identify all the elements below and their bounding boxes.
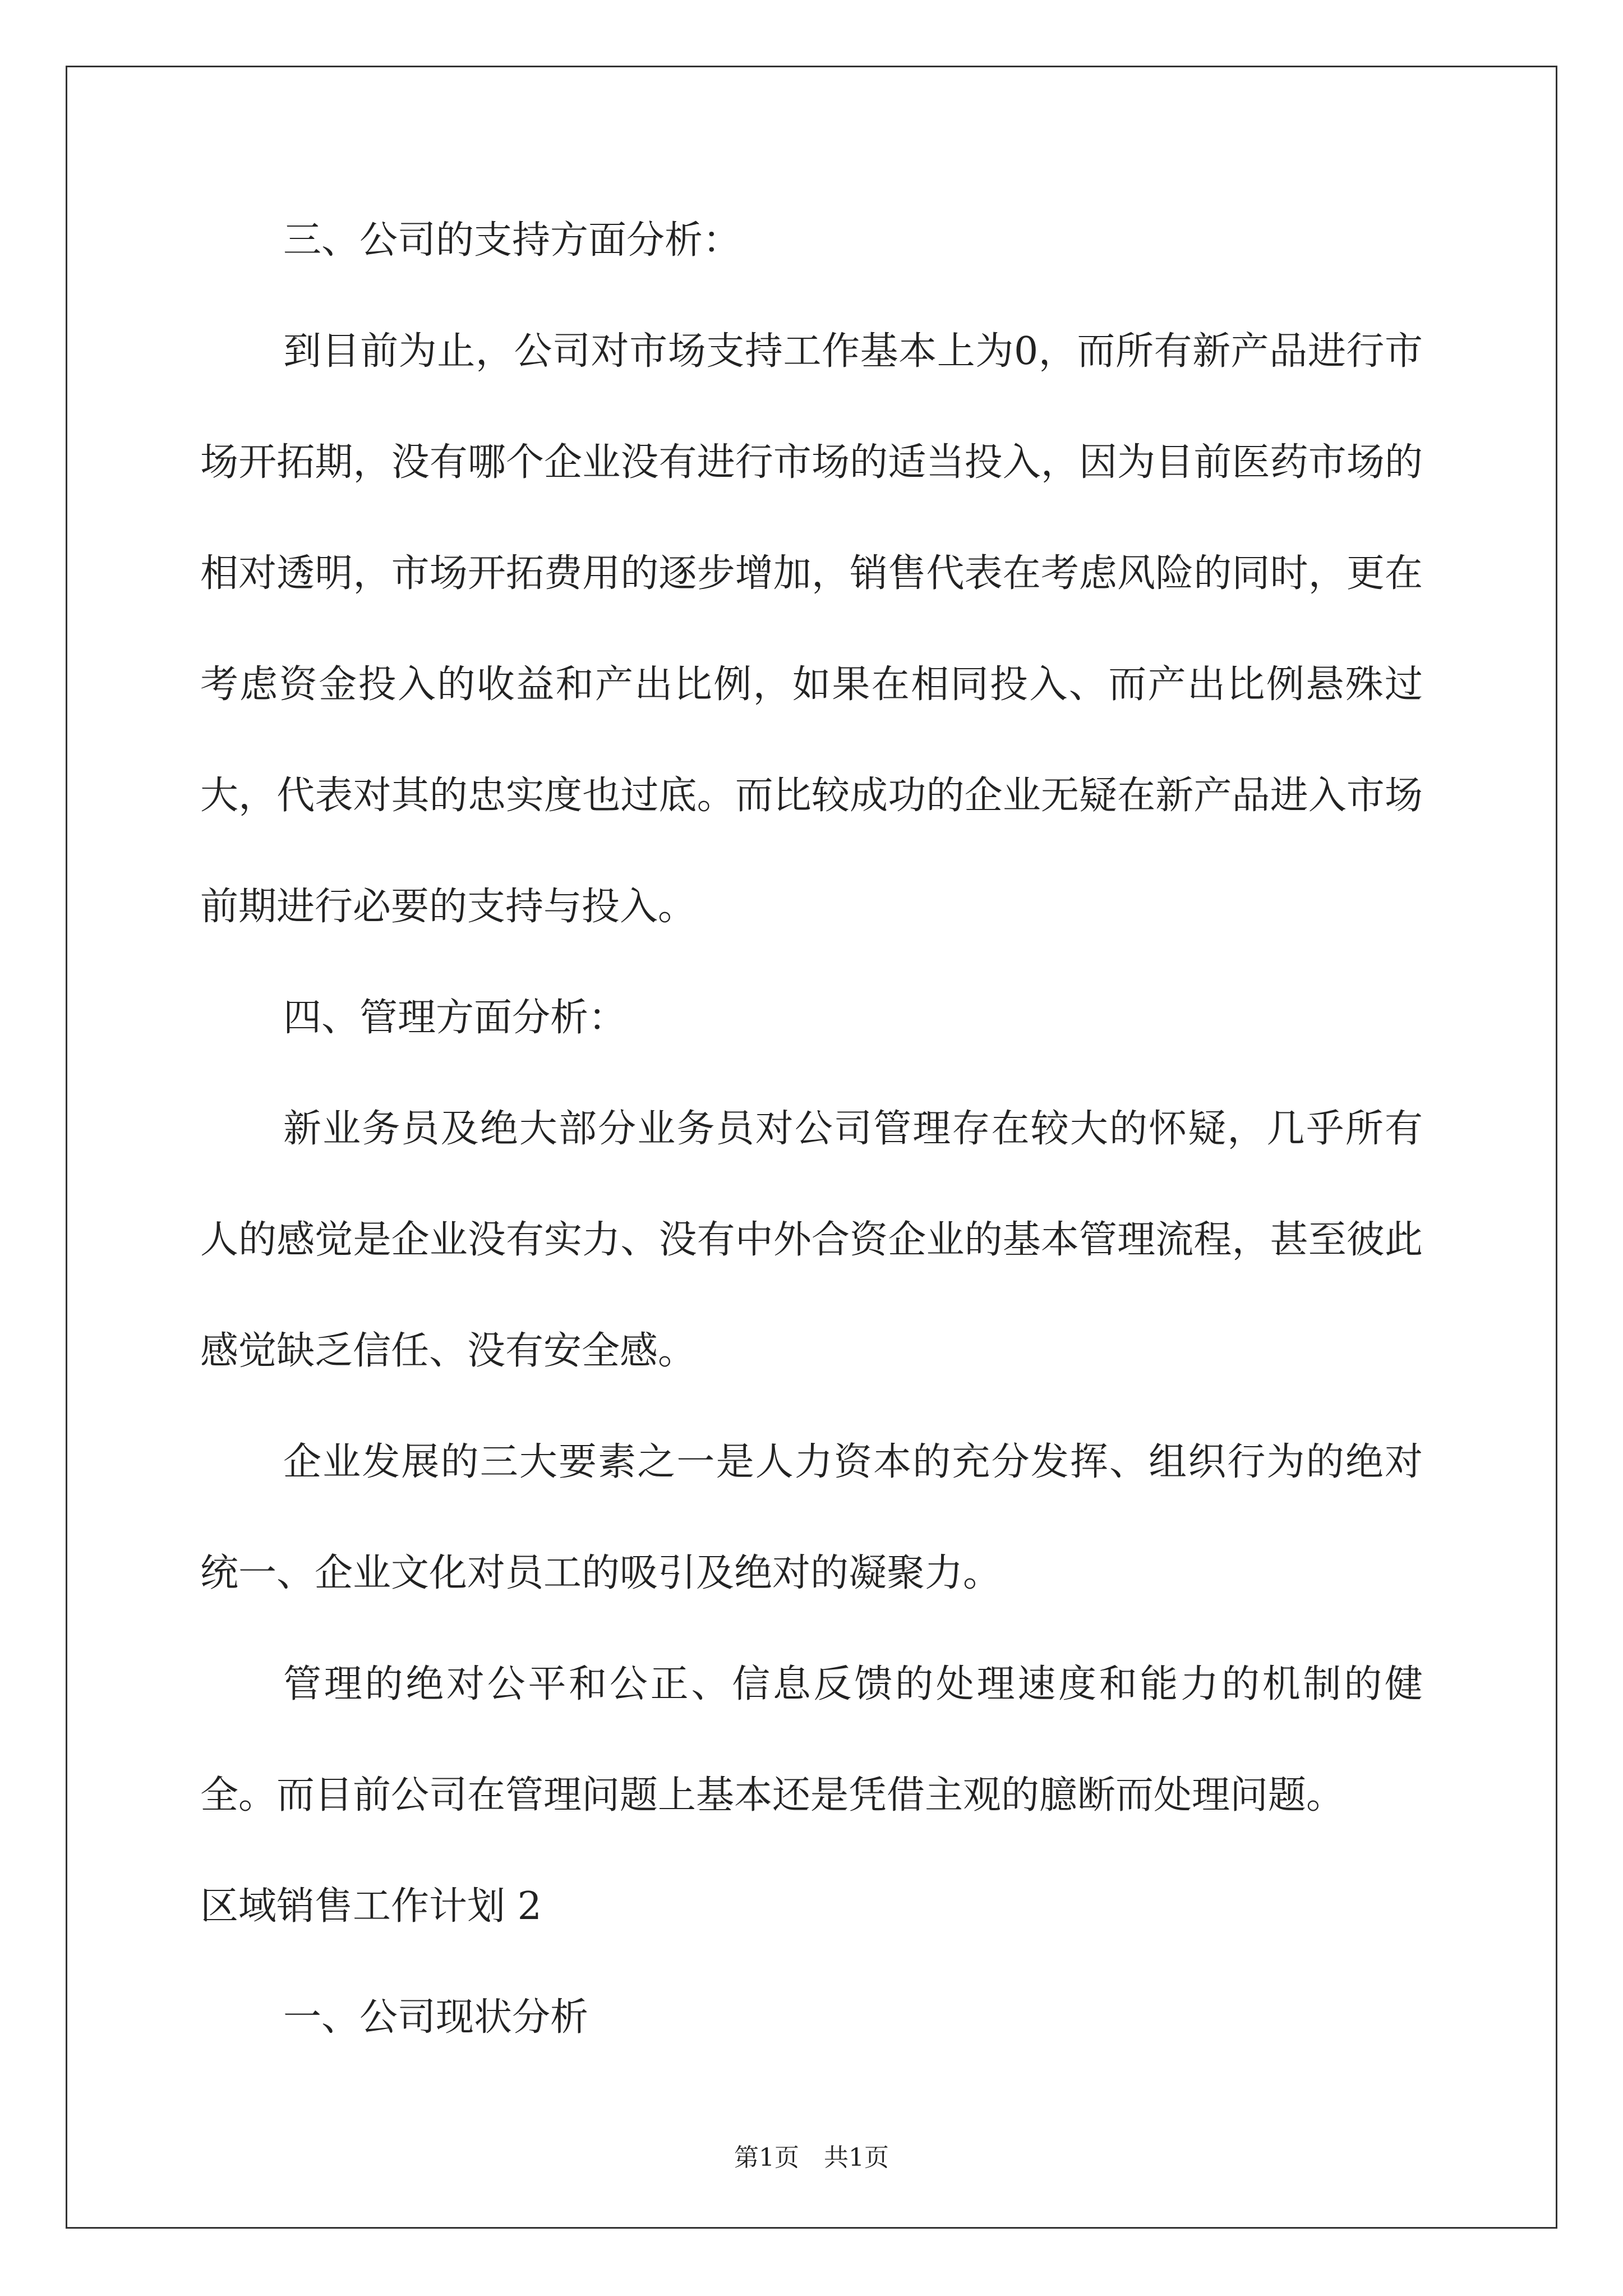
paragraph-management-doubt: 新业务员及绝大部分业务员对公司管理存在较大的怀疑，几乎所有人的感觉是企业没有实力、没有中外合资企业的基本管理流程，甚至彼此感觉缺乏信任、没有安全感。 — [200, 1107, 1423, 1373]
paragraph-management-fairness: 管理的绝对公平和公正、信息反馈的处理速度和能力的机制的健全。而目前公司在管理问题上基本还是凭借主观的臆断而处理问题。 — [200, 1662, 1423, 1818]
document-body — [200, 185, 1423, 2073]
paragraph-support-analysis: 到目前为止，公司对市场支持工作基本上为0，而所有新产品进行市场开拓期，没有哪个企业没有进行市场的适当投入，因为目前医药市场的相对透明，市场开拓费用的逐步增加，销售代表在考虑风险的同时，更在考虑资金投入的收益和产出比例，如果在相同投入、而产出比例悬殊过大，代表对其的忠实度也过底。而比较成功的企业无疑在新产品进入市场前期进行必要的支持与投入。 — [200, 329, 1423, 929]
document-subtitle: 区域销售工作计划 2 — [200, 1884, 542, 1929]
section-heading-company-status: 一、公司现状分析 — [283, 1995, 589, 2040]
section-heading-management: 四、管理方面分析： — [283, 996, 627, 1040]
section-heading-support: 三、公司的支持方面分析： — [283, 218, 741, 263]
paragraph-enterprise-elements: 企业发展的三大要素之一是人力资本的充分发挥、组织行为的绝对统一、企业文化对员工的吸引及绝对的凝聚力。 — [200, 1440, 1423, 1595]
page-footer: 第1页 共1页 — [734, 2143, 889, 2172]
